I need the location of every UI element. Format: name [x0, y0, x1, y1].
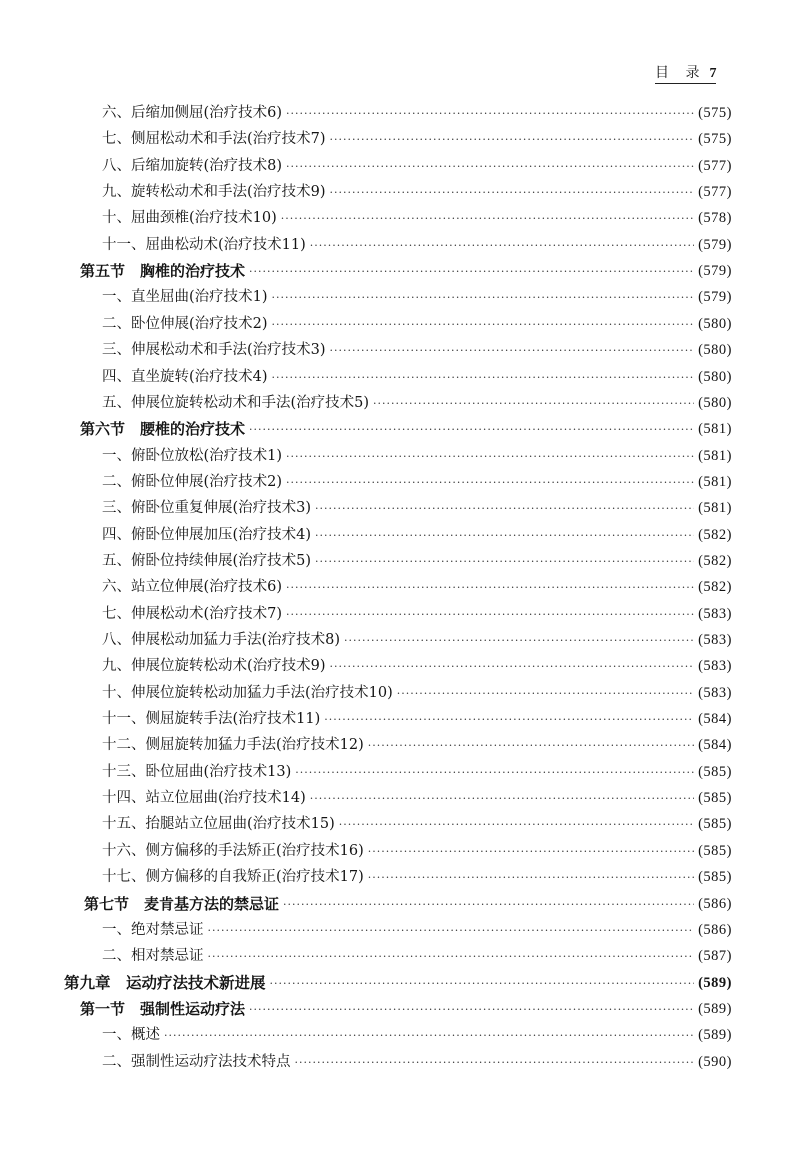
toc-item-entry: [102, 601, 732, 627]
toc-section-entry: [84, 891, 732, 917]
toc-item-entry: [102, 522, 732, 548]
dot-leader: [208, 943, 695, 969]
toc-entry-page: (583): [698, 684, 732, 701]
toc-entry-title: 十七、侧方偏移的自我矫正(治疗技术17): [102, 869, 364, 886]
toc-entry-title: 第一节 强制性运动疗法: [80, 999, 246, 1018]
toc-entry-title: 十、屈曲颈椎(治疗技术10): [102, 210, 277, 227]
toc-item-entry: [102, 732, 732, 758]
toc-entry-page: (580): [698, 394, 732, 411]
toc-entry-title: 十四、站立位屈曲(治疗技术14): [102, 790, 306, 807]
running-header: [655, 62, 716, 84]
dot-leader: [286, 153, 694, 179]
toc-entry-page: (582): [698, 552, 732, 569]
dot-leader: [330, 179, 695, 205]
dot-leader: [281, 205, 694, 231]
toc-item-entry: [102, 653, 732, 679]
toc-item-entry: [102, 126, 732, 152]
toc-entry-title: 第九章 运动疗法技术新进展: [64, 973, 266, 992]
toc-entry-page: (585): [698, 816, 732, 833]
toc-entry-title: 六、后缩加侧屈(治疗技术6): [102, 105, 283, 121]
dot-leader: [368, 838, 694, 864]
toc-entry-title: 十一、侧屈旋转手法(治疗技术11): [102, 711, 321, 728]
toc-entry-title: 六、站立位伸展(治疗技术6): [102, 579, 283, 596]
toc-entry-title: 二、强制性运动疗法技术特点: [102, 1053, 291, 1070]
toc-entry-title: 七、伸展松动术(治疗技术7): [102, 605, 283, 622]
toc-entry-title: 五、伸展位旋转松动术和手法(治疗技术5): [102, 394, 370, 411]
dot-leader: [397, 680, 694, 706]
dot-leader: [272, 284, 695, 310]
toc-entry-title: 十一、屈曲松动术(治疗技术11): [102, 236, 306, 253]
toc-entry-page: (583): [698, 632, 732, 648]
toc-entry-title: 九、伸展位旋转松动术(治疗技术9): [102, 658, 326, 675]
dot-leader: [286, 443, 694, 469]
toc-entry-title: 十六、侧方偏移的手法矫正(治疗技术16): [102, 842, 364, 859]
toc-entry-page: (582): [698, 526, 732, 543]
toc-item-entry: [102, 469, 732, 495]
toc-entry-title: 八、伸展松动加猛力手法(治疗技术8): [102, 632, 341, 648]
toc-entry-page: (586): [698, 921, 732, 938]
dot-leader: [310, 785, 694, 811]
dot-leader: [315, 548, 694, 574]
toc-entry-page: (579): [698, 263, 732, 280]
toc-entry-page: (581): [698, 473, 732, 490]
toc-item-entry: [102, 548, 732, 574]
toc-item-entry: [102, 706, 732, 732]
toc-entry-page: (590): [698, 1053, 732, 1070]
dot-leader: [344, 627, 694, 653]
toc-entry-title: 三、俯卧位重复伸展(治疗技术3): [102, 500, 312, 517]
toc-entry-page: (585): [698, 790, 732, 807]
toc-entry-title: 七、侧屈松动术和手法(治疗技术7): [102, 131, 326, 148]
toc-item-entry: [102, 864, 732, 890]
toc-section-entry: [80, 416, 732, 442]
toc-entry-title: 二、相对禁忌证: [102, 948, 204, 965]
toc-entry-page: (579): [698, 289, 732, 306]
toc-entry-page: (583): [698, 605, 732, 622]
toc-entry-page: (581): [698, 447, 732, 464]
toc-item-entry: [102, 390, 732, 416]
toc-entry-title: 四、直坐旋转(治疗技术4): [102, 368, 268, 385]
dot-leader: [324, 706, 694, 732]
dot-leader: [272, 311, 695, 337]
toc-item-entry: [102, 232, 732, 258]
toc-item-entry: [102, 100, 732, 126]
toc-item-entry: [102, 759, 732, 785]
dot-leader: [368, 732, 694, 758]
toc-entry-page: (582): [698, 579, 732, 596]
toc-chapter-entry: [64, 970, 732, 996]
toc-entry-page: (583): [698, 658, 732, 675]
toc-section-entry: [80, 258, 732, 284]
toc-item-entry: [102, 627, 732, 653]
toc-entry-title: 十三、卧位屈曲(治疗技术13): [102, 763, 292, 780]
dot-leader: [330, 126, 695, 152]
toc-entry-page: (589): [698, 1027, 732, 1044]
dot-leader: [272, 364, 695, 390]
toc-item-entry: [102, 574, 732, 600]
toc-entry-page: (575): [698, 105, 732, 121]
dot-leader: [249, 258, 694, 284]
toc-section-entry: [80, 996, 732, 1022]
toc-item-entry: [102, 680, 732, 706]
toc-entry-title: 一、概述: [102, 1027, 160, 1044]
toc-entry-page: (579): [698, 236, 732, 253]
dot-leader: [295, 759, 694, 785]
toc-entry-title: 九、旋转松动术和手法(治疗技术9): [102, 184, 326, 201]
toc-item-entry: [102, 1049, 732, 1075]
toc-item-entry: [102, 337, 732, 363]
toc-entry-page: (584): [698, 711, 732, 728]
toc-entry-page: (578): [698, 210, 732, 227]
toc-entry-title: 二、卧位伸展(治疗技术2): [102, 315, 268, 332]
toc-entry-page: (585): [698, 763, 732, 780]
toc-entry-title: 五、俯卧位持续伸展(治疗技术5): [102, 552, 312, 569]
toc-entry-title: 二、俯卧位伸展(治疗技术2): [102, 473, 283, 490]
dot-leader: [283, 891, 694, 917]
dot-leader: [295, 1049, 695, 1075]
dot-leader: [270, 970, 695, 996]
toc-entry-page: (589): [698, 974, 732, 991]
toc-entry-page: (585): [698, 869, 732, 886]
toc-entry-title: 第七节 麦肯基方法的禁忌证: [84, 894, 280, 913]
toc-entry-page: (580): [698, 342, 732, 359]
dot-leader: [286, 601, 694, 627]
toc-entry-title: 十、伸展位旋转松动加猛力手法(治疗技术10): [102, 684, 393, 701]
toc-entry-title: 第五节 胸椎的治疗技术: [80, 262, 246, 281]
toc-item-entry: [102, 153, 732, 179]
toc-entry-title: 一、直坐屈曲(治疗技术1): [102, 289, 268, 306]
toc-entry-title: 八、后缩加旋转(治疗技术8): [102, 157, 283, 174]
dot-leader: [330, 653, 695, 679]
dot-leader: [373, 390, 694, 416]
toc-entry-page: (584): [698, 737, 732, 754]
toc-entry-title: 一、绝对禁忌证: [102, 921, 204, 938]
header-page-number: 7: [709, 66, 717, 81]
toc-item-entry: [102, 785, 732, 811]
toc-item-entry: [102, 284, 732, 310]
toc-entry-page: (581): [698, 500, 732, 517]
dot-leader: [249, 996, 694, 1022]
dot-leader: [368, 864, 694, 890]
toc-item-entry: [102, 179, 732, 205]
toc-entry-title: 十二、侧屈旋转加猛力手法(治疗技术12): [102, 737, 364, 754]
toc-entry-title: 第六节 腰椎的治疗技术: [80, 420, 246, 439]
toc-entry-page: (577): [698, 184, 732, 201]
toc-entry-page: (589): [698, 1000, 732, 1017]
toc-entry-page: (586): [698, 895, 732, 912]
header-label: 目 录: [655, 65, 706, 81]
dot-leader: [208, 917, 695, 943]
dot-leader: [286, 469, 694, 495]
toc-entry-page: (575): [698, 131, 732, 148]
toc-entry-page: (581): [698, 421, 732, 438]
toc-entry-title: 一、俯卧位放松(治疗技术1): [102, 447, 283, 464]
toc-item-entry: [102, 495, 732, 521]
toc-entry-page: (585): [698, 842, 732, 859]
toc-item-entry: [102, 811, 732, 837]
dot-leader: [310, 232, 694, 258]
dot-leader: [315, 495, 694, 521]
dot-leader: [339, 811, 694, 837]
toc-item-entry: [102, 917, 732, 943]
toc-entry-page: (577): [698, 157, 732, 174]
toc-item-entry: [102, 443, 732, 469]
dot-leader: [249, 416, 694, 442]
toc-item-entry: [102, 364, 732, 390]
dot-leader: [286, 574, 694, 600]
toc-entry-page: (587): [698, 948, 732, 965]
toc-item-entry: [102, 838, 732, 864]
toc-entry-title: 十五、抬腿站立位屈曲(治疗技术15): [102, 816, 335, 833]
dot-leader: [286, 100, 694, 126]
toc-item-entry: [102, 311, 732, 337]
toc-item-entry: [102, 1022, 732, 1048]
dot-leader: [164, 1022, 694, 1048]
toc-item-entry: [102, 205, 732, 231]
toc-item-entry: [102, 943, 732, 969]
toc-entry-title: 四、俯卧位伸展加压(治疗技术4): [102, 526, 312, 543]
toc-entry-page: (580): [698, 368, 732, 385]
toc-entry-title: 三、伸展松动术和手法(治疗技术3): [102, 342, 326, 359]
dot-leader: [315, 522, 694, 548]
toc-entry-page: (580): [698, 315, 732, 332]
dot-leader: [330, 337, 695, 363]
